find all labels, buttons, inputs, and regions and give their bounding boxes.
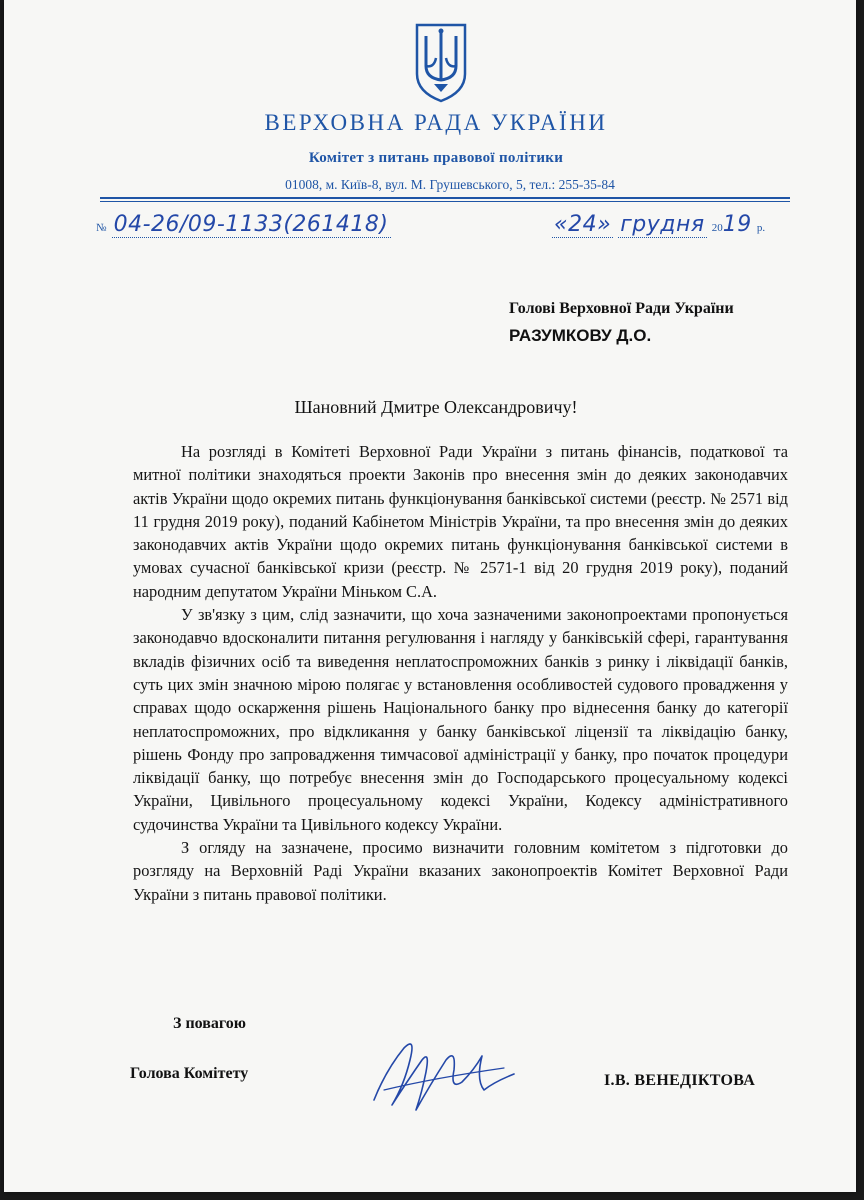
- letterhead-committee: Комітет з питань правової політики: [308, 150, 564, 166]
- body-paragraph: На розгляді в Комітеті Верховної Ради України з питань фінансів, податкової та митної політики знаходяться проекти Законів про внесення змін до деяких законодавчих актів України щодо окремих питань функціонування банківської системи (реєстр. № 2571 від 11 грудня 2019 року), поданий Кабінетом Міністрів України, та про внесення змін до деяких законодавчих актів України щодо окремих питань функціонування банківської системи в умовах сучасної банківської кризи (реєстр. № 2571-1 від 20 грудня 2019 року), поданий народним депутатом України Міньком С.А.: [133, 442, 788, 601]
- addressee-position: Голові Верховної Ради України: [509, 300, 734, 317]
- letter-body: [133, 440, 788, 906]
- date-year-suffix: 19: [722, 212, 752, 237]
- salutation: Шановний Дмитре Олександровичу!: [294, 397, 578, 417]
- date-day: «24»: [554, 212, 612, 237]
- body-paragraph: У зв'язку з цим, слід зазначити, що хоча зазначеними законопроектами пропонується законодавчо вдосконалити питання регулювання і нагляду у банківській сфері, гарантування вкладів фізичних осіб та виведення неплатоспроможних банків з ринку і ліквідації банків, суть цих змін значною мірою полягає у встановлення особливостей судового провадження у справах щодо оскарження рішень Національного банку про віднесення банку до категорії неплатоспроможних, про відкликання у банку банківської ліцензії та ліквідацію банку, рішень Фонду про запровадження тимчасової адміністрації у банку, про початок процедури ліквідації банку, що потребує внесення змін до Господарського процесуальному кодексі України, Цивільного процесуальному кодексі України, Кодексу адміністративного судочинства України та Цивільного кодексу України.: [133, 605, 788, 834]
- registration-number-handwritten: 04-26/09-1133(261418): [113, 212, 389, 237]
- date-year-prefix: 20: [711, 222, 723, 234]
- letterhead-address: 01008, м. Київ-8, вул. М. Грушевського, 5, тел.: 255-35-84: [285, 177, 615, 192]
- signatory-role: Голова Комітету: [130, 1065, 249, 1082]
- number-sign: №: [96, 222, 107, 234]
- registration-number: [96, 212, 391, 237]
- letter-page: [4, 0, 856, 1192]
- addressee-name: РАЗУМКОВУ Д.О.: [509, 326, 652, 345]
- trident-coat-of-arms-icon: [414, 22, 468, 104]
- date-suffix: р.: [756, 222, 766, 234]
- date-month: грудня: [620, 212, 705, 237]
- letterhead-divider-thin: [100, 201, 790, 202]
- handwritten-signature-icon: [364, 1030, 524, 1120]
- body-paragraph: З огляду на зазначене, просимо визначити головним комітетом з підготовки до розгляду на Верховній Раді України вказаних законопроектів Комітет Верховної Ради України з питань правової політики.: [133, 838, 788, 904]
- letterhead-divider: [100, 197, 790, 199]
- signatory-name: І.В. ВЕНЕДІКТОВА: [604, 1072, 756, 1089]
- registration-date: [552, 212, 765, 237]
- letterhead-title: ВЕРХОВНА РАДА УКРАЇНИ: [264, 110, 608, 135]
- closing-phrase: З повагою: [173, 1015, 246, 1032]
